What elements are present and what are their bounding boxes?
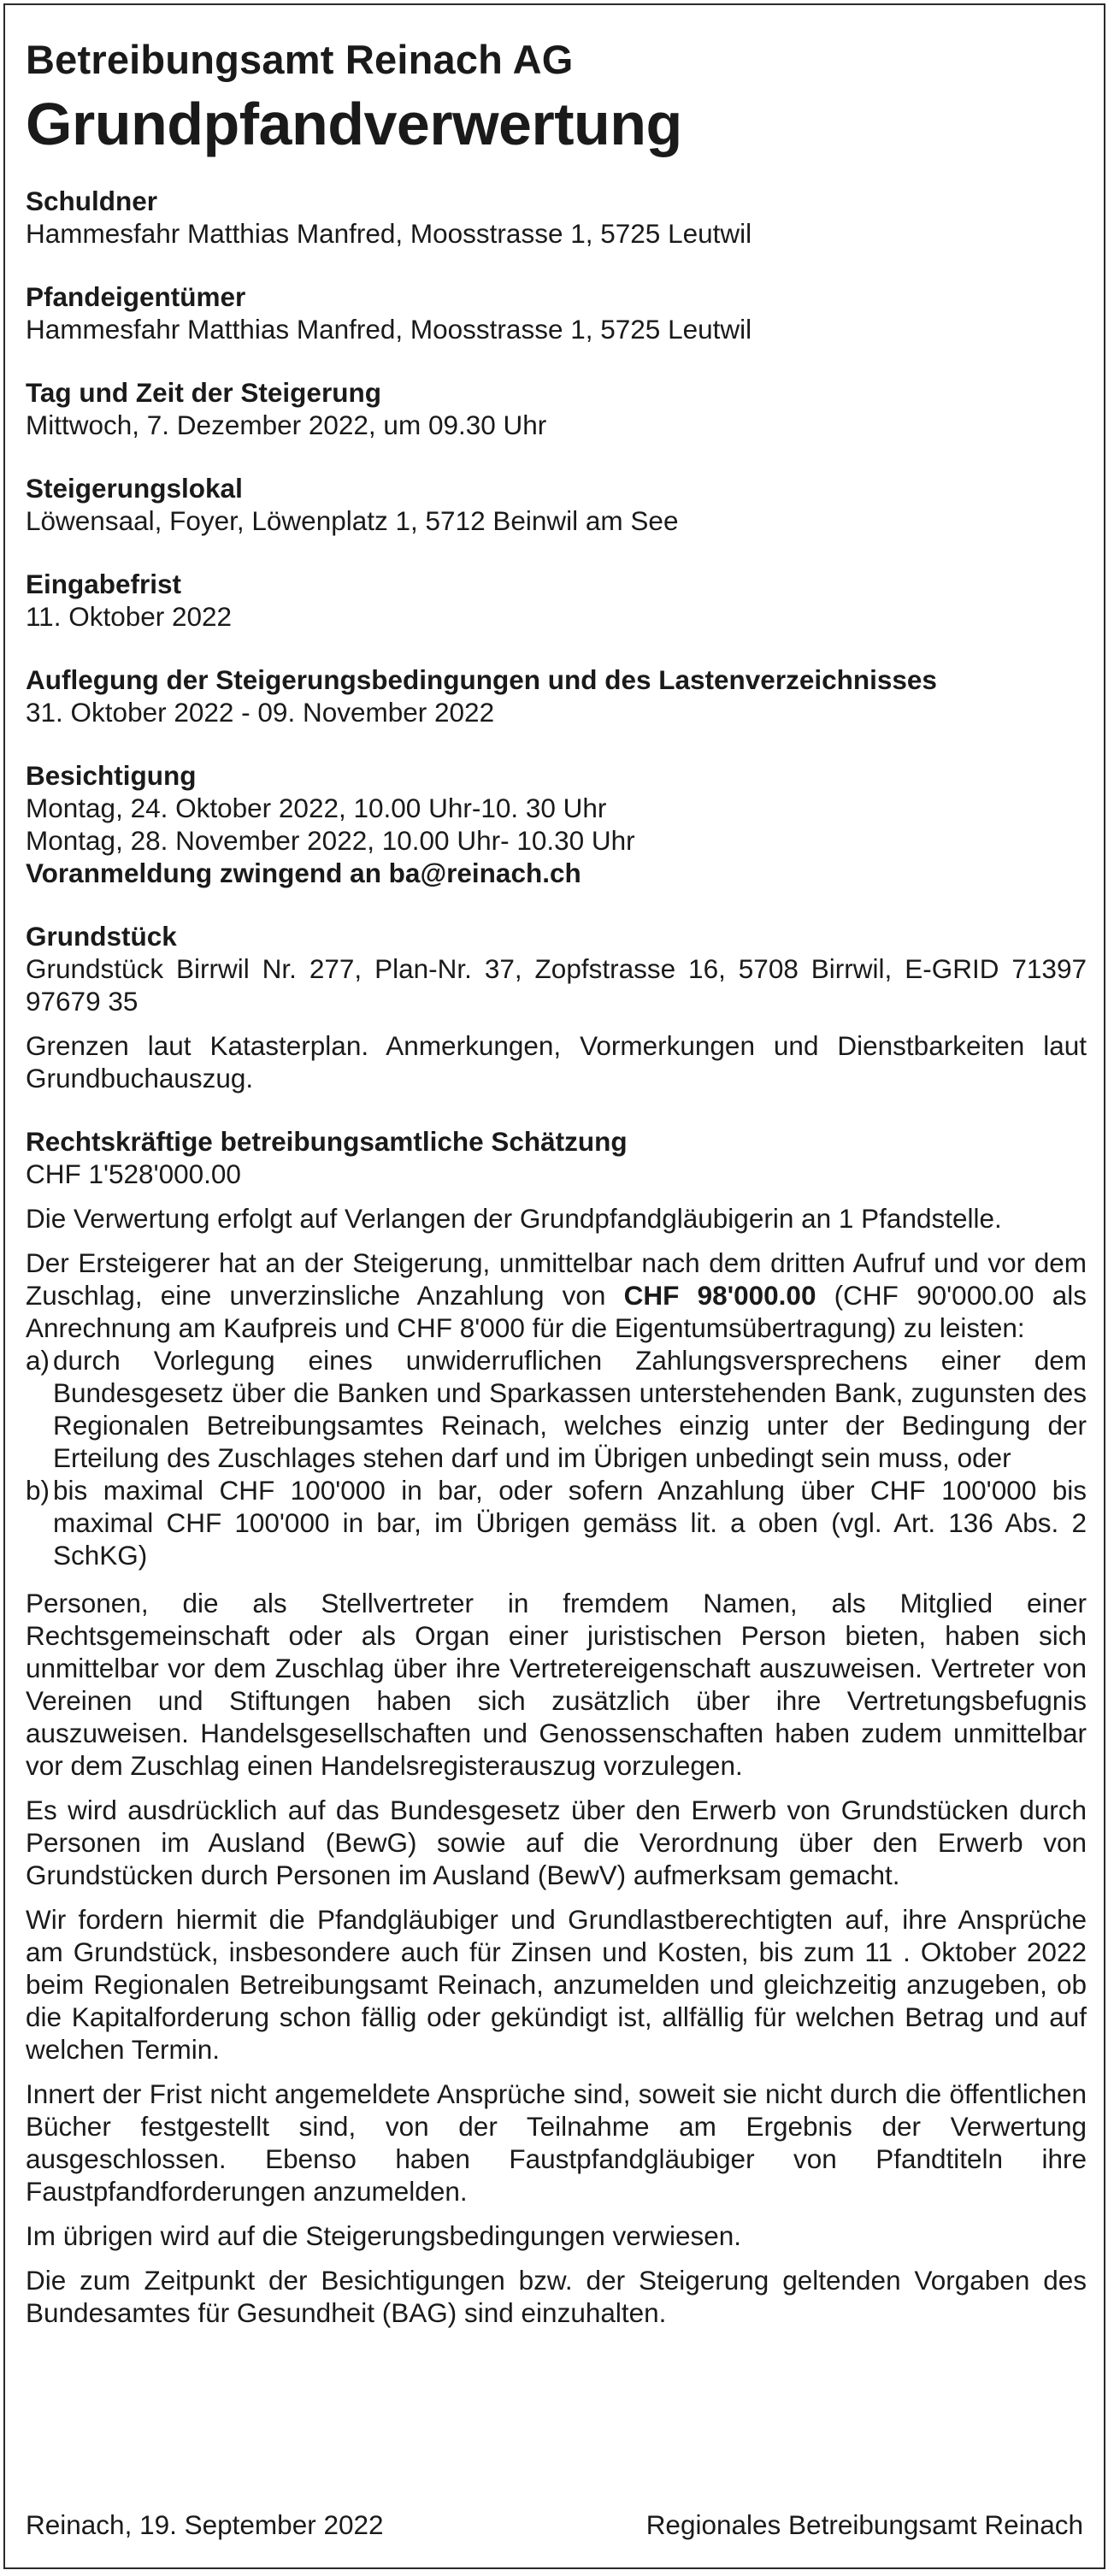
registration-note: Voranmeldung zwingend an ba@reinach.ch [26, 858, 581, 888]
section-schuldner [26, 185, 1087, 250]
section-grundstueck [26, 920, 1087, 1094]
section-steigerungslokal [26, 472, 1087, 537]
body-paragraph: Es wird ausdrücklich auf das Bundesgesetz über den Erwerb von Grundstücken durch Personen im Ausland (BewG) sowie auf die Verordnung über den Erwerb von Grundstücken durch Personen im Ausland (BewV) aufmerksam gemacht. [26, 1795, 1087, 1890]
section-text: Hammesfahr Matthias Manfred, Moosstrasse 1, 5725 Leutwil [26, 314, 752, 345]
place-date: Reinach, 19. September 2022 [26, 2509, 384, 2540]
section-tag-zeit [26, 376, 1087, 441]
section-text: 11. Oktober 2022 [26, 601, 233, 632]
section-title: Grundstück [26, 921, 177, 952]
section-title: Steigerungslokal [26, 473, 243, 504]
section-besichtigung [26, 759, 1087, 889]
list-marker: a) [26, 1345, 50, 1376]
payment-options-list [26, 1344, 1087, 1571]
body-paragraph: Die zum Zeitpunkt der Besichtigungen bzw. der Steigerung geltenden Vorgaben des Bundesamtes für Gesundheit (BAG) sind einzuhalten. [26, 2265, 1087, 2328]
property-boundaries: Grenzen laut Katasterplan. Anmerkungen, Vormerkungen und Dienstbarkeiten laut Grundbuchauszug. [26, 1030, 1087, 1093]
section-text: Mittwoch, 7. Dezember 2022, um 09.30 Uhr [26, 410, 547, 440]
notice-document [3, 3, 1105, 2569]
list-item [26, 1344, 1087, 1474]
body-paragraph: Personen, die als Stellvertreter in fremdem Namen, als Mitglied einer Rechtsgemeinschaft oder als Organ einer juristischen Person bieten, haben sich unmittelbar vor dem Zuschlag über ihre Vertretereigenschaft auszuweisen. Vertreter von Vereinen und Stiftungen haben sich zusätzlich über ihre Vertretungsbefugnis auszuweisen. Handelsgesellschaften und Genossenschaften haben zudem unmittelbar vor dem Zuschlag einen Handelsregisterauszug vorzulegen. [26, 1588, 1087, 1781]
signature: Regionales Betreibungsamt Reinach [645, 2509, 1083, 2540]
section-pfandeigentuemer [26, 280, 1087, 345]
property-description: Grundstück Birrwil Nr. 277, Plan-Nr. 37, Zopfstrasse 16, 5708 Birrwil, E-GRID 71397 97679 35 [26, 953, 1087, 1017]
list-item-text: bis maximal CHF 100'000 in bar, oder sofern Anzahlung über CHF 100'000 bis maximal CHF 100'000 in bar, im Übrigen gemäss lit. a oben (vgl. Art. 136 Abs. 2 SchKG) [53, 1475, 1087, 1571]
deposit-text-before: Der Ersteigerer hat an der Steigerung, unmittelbar nach dem dritten Aufruf und vor dem Zuschlag, eine unverzinsliche Anzahlung von [26, 1247, 1087, 1311]
section-title: Auflegung der Steigerungsbedingungen und des Lastenverzeichnisses [26, 664, 937, 695]
body-paragraph: Im übrigen wird auf die Steigerungsbedingungen verwiesen. [26, 2220, 742, 2251]
section-eingabefrist [26, 568, 1087, 633]
section-title: Tag und Zeit der Steigerung [26, 377, 381, 408]
body-paragraph: Innert der Frist nicht angemeldete Ansprüche sind, soweit sie nicht durch die öffentlichen Bücher festgestellt sind, von der Teilnahme am Ergebnis der Verwertung ausgeschlossen. Ebenso haben Faustpfandgläubiger von Pfandtiteln ihre Faustpfandforderungen anzumelden. [26, 2078, 1087, 2207]
list-marker: b) [26, 1475, 50, 1506]
deposit-text-after: (CHF 90'000.00 als Anrechnung am Kaufpreis und CHF 8'000 für die Eigentumsübertragung) zu leisten: [26, 1280, 1087, 1343]
valuation-amount: CHF 1'528'000.00 [26, 1158, 241, 1189]
body-paragraph: Wir fordern hiermit die Pfandgläubiger und Grundlastberechtigten auf, ihre Ansprüche am Grundstück, insbesondere auch für Zinsen und Kosten, bis zum 11 . Oktober 2022 beim Regionalen Betreibungsamt Reinach, anzumelden und gleichzeitig anzugeben, ob die Kapitalforderung schon fällig oder gekündigt ist, allfällig für welchen Betrag und auf welchen Termin. [26, 1904, 1087, 2065]
section-text: Löwensaal, Foyer, Löwenplatz 1, 5712 Beinwil am See [26, 505, 679, 536]
section-title: Besichtigung [26, 760, 197, 791]
section-title: Eingabefrist [26, 569, 182, 599]
section-title: Pfandeigentümer [26, 281, 246, 312]
section-auflegung [26, 663, 1087, 728]
authority-name: Betreibungsamt Reinach AG [26, 37, 574, 82]
list-item [26, 1474, 1087, 1571]
page-title: Grundpfandverwertung [26, 91, 682, 157]
viewing-date-1: Montag, 24. Oktober 2022, 10.00 Uhr-10. 30 Uhr [26, 793, 607, 823]
body-paragraph: Die Verwertung erfolgt auf Verlangen der Grundpfandgläubigerin an 1 Pfandstelle. [26, 1203, 1002, 1234]
footer [26, 2508, 1083, 2541]
section-schaetzung [26, 1125, 1087, 1190]
viewing-date-2: Montag, 28. November 2022, 10.00 Uhr- 10.30 Uhr [26, 825, 635, 856]
deposit-amount: CHF 98'000.00 [623, 1280, 816, 1311]
notice-content [26, 36, 1087, 2341]
section-text: Hammesfahr Matthias Manfred, Moosstrasse 1, 5725 Leutwil [26, 218, 752, 249]
section-title: Schuldner [26, 186, 158, 216]
section-title: Rechtskräftige betreibungsamtliche Schätzung [26, 1126, 628, 1157]
list-item-text: durch Vorlegung eines unwiderruflichen Zahlungsversprechens einer dem Bundesgesetz über die Banken und Sparkassen unterstehenden Bank, zugunsten des Regionalen Betreibungsamtes Reinach, welches einzig unter der Bedingung der Erteilung des Zuschlages stehen darf und im Übrigen unbedingt sein muss, oder [53, 1345, 1087, 1473]
deposit-paragraph [26, 1247, 1087, 1344]
section-text: 31. Oktober 2022 - 09. November 2022 [26, 697, 495, 728]
